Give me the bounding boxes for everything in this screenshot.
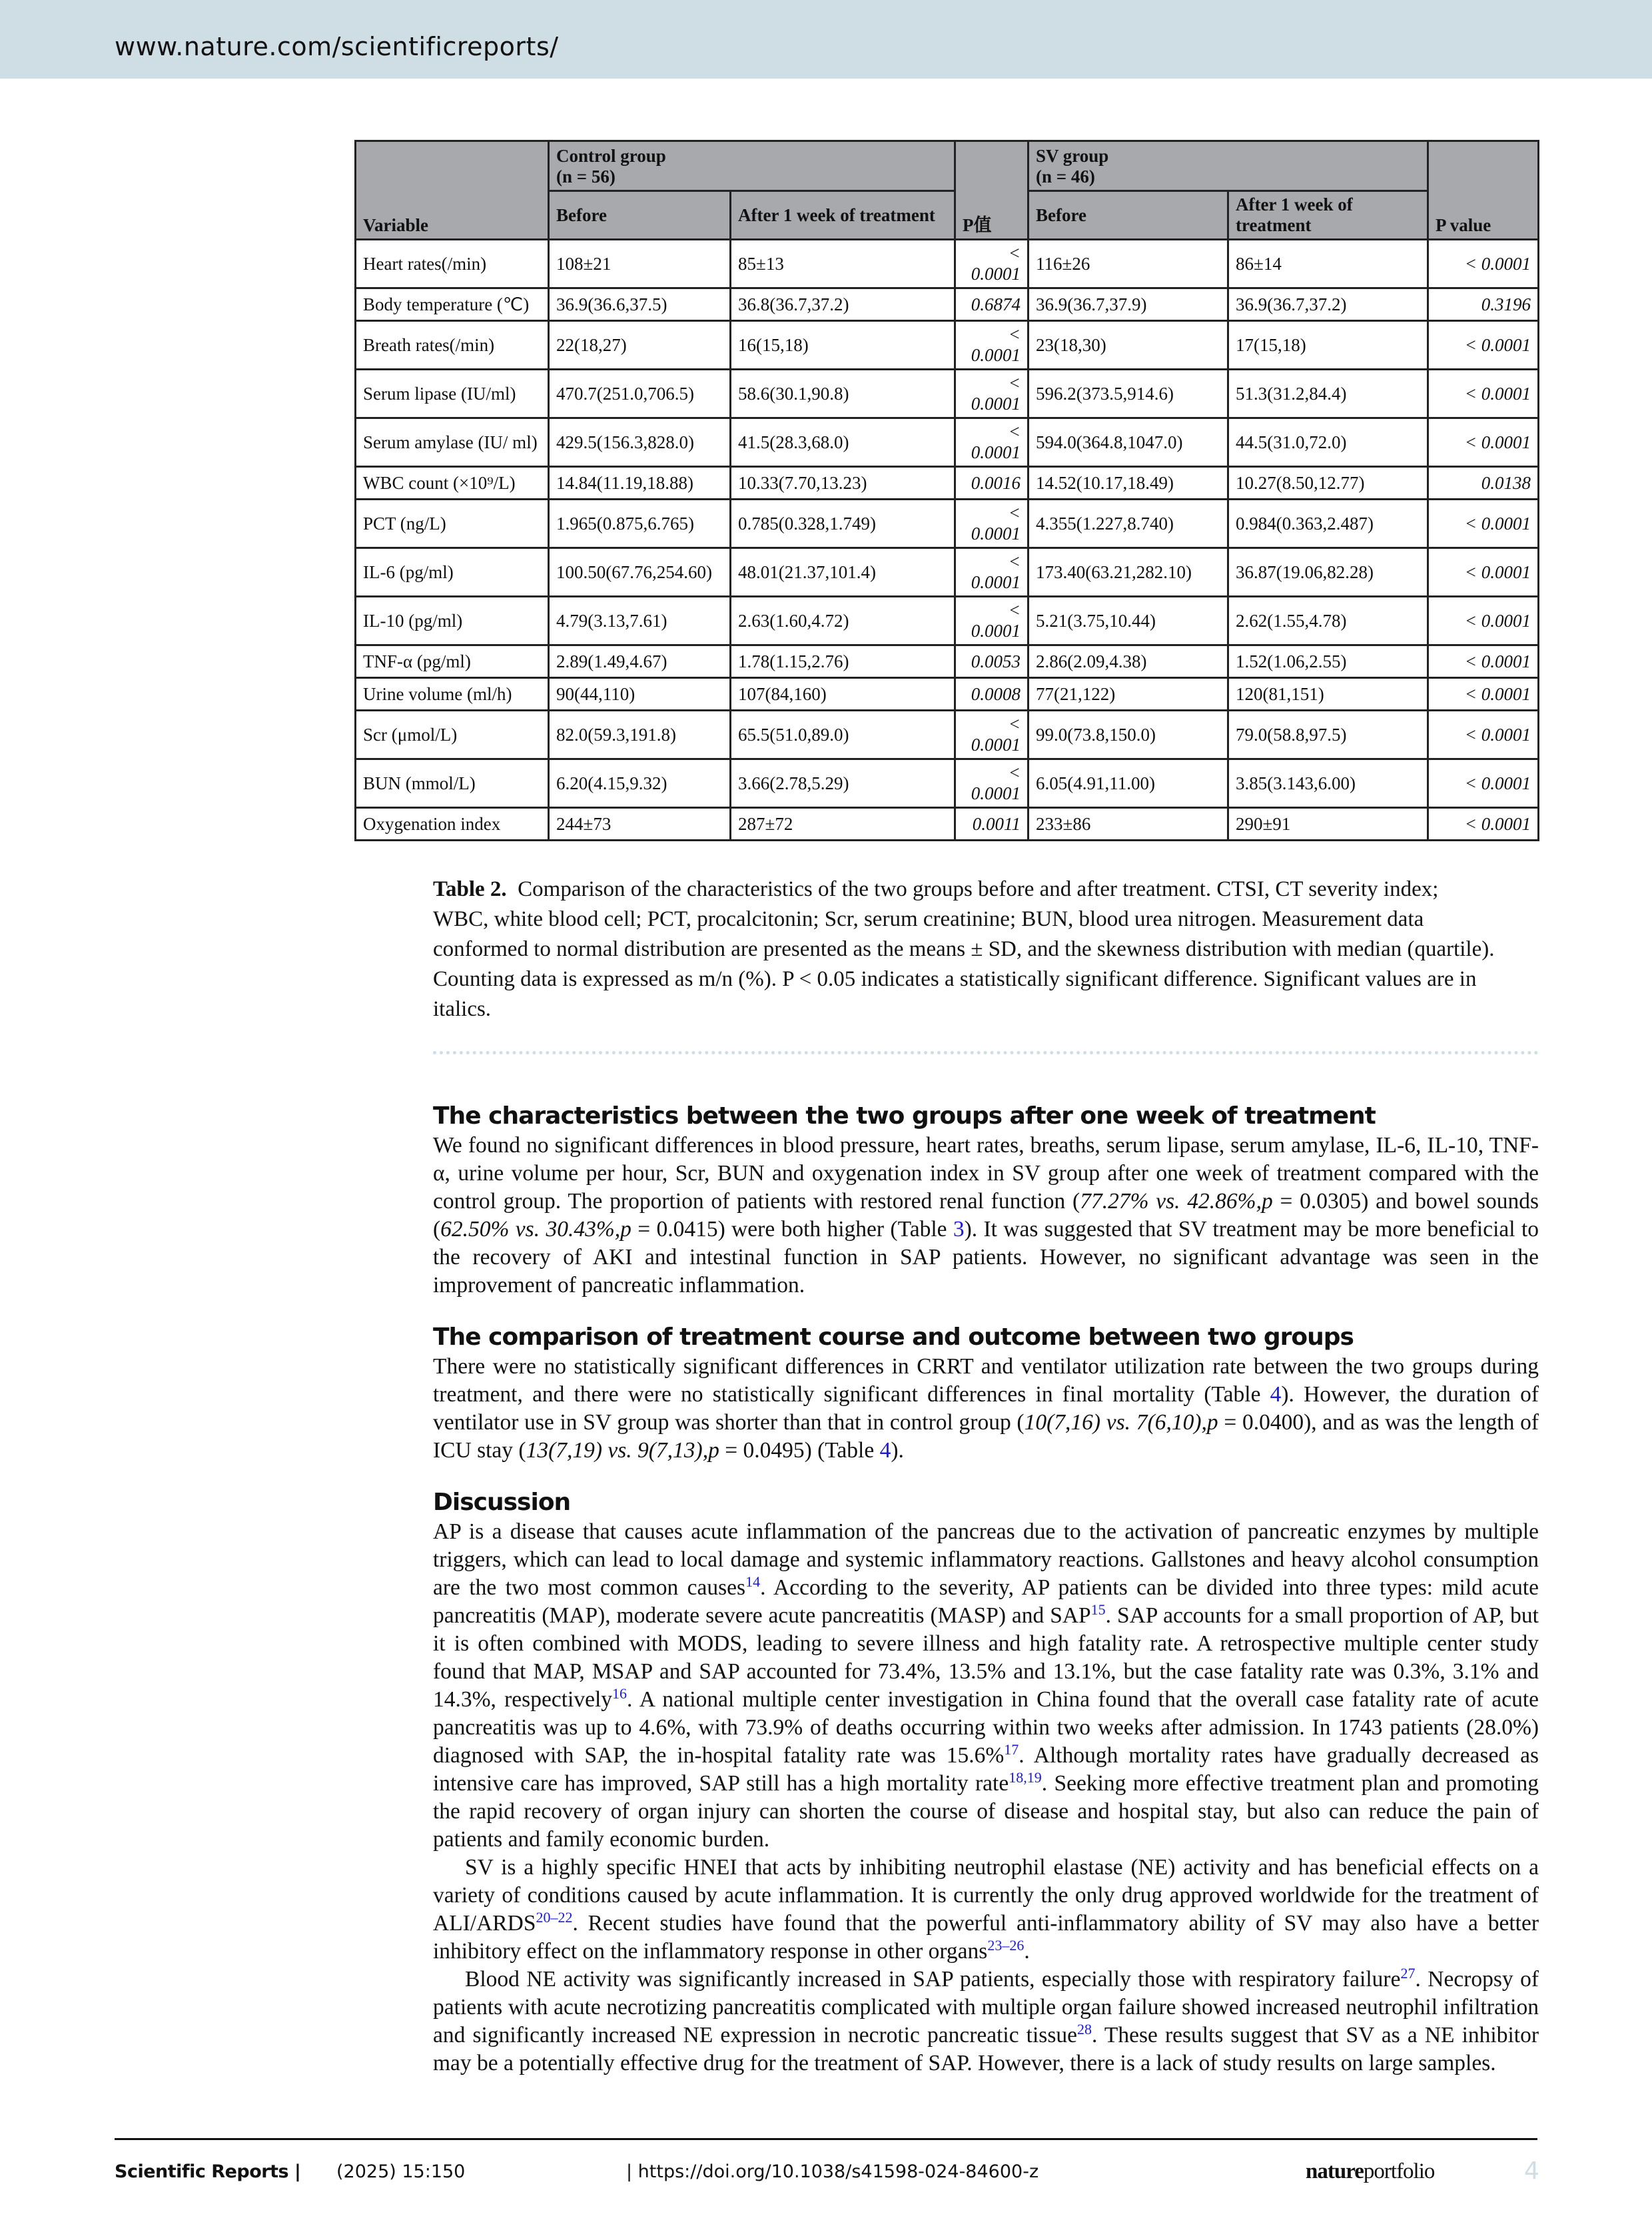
cell-p-sv: < 0.0001 (1428, 711, 1539, 759)
text-run: ). However, the duration of ventilator use in SV group was shorter than that in control group ( (433, 1382, 1539, 1435)
cell-variable: Scr (μmol/L) (356, 711, 549, 759)
cell-control-after: 107(84,160) (731, 678, 955, 711)
cell-control-after: 48.01(21.37,101.4) (731, 548, 955, 597)
col-header-p-cn-text: P值 (963, 215, 992, 235)
cell-p-control: < 0.0001 (955, 597, 1029, 645)
cell-p-sv: < 0.0001 (1428, 548, 1539, 597)
text-run: . (1024, 1939, 1030, 1964)
main-content (354, 79, 1537, 2211)
text-column (433, 875, 1539, 2077)
text-run: . Although mortality rates have gradually decreased as intensive care has improved, SAP still has a high mortality rate (433, 1743, 1539, 1796)
cell-control-before: 1.965(0.875,6.765) (549, 500, 731, 548)
text-run: We found no significant differences in blood pressure, heart rates, breaths, serum lipase, serum amylase, IL-6, IL-10, TNF-α, urine volume per hour, Scr, BUN and oxygenation index in SV group after one week of treatment compared with the control group. The proportion of patients with restored renal function ( (433, 1133, 1539, 1214)
cell-variable: Urine volume (ml/h) (356, 678, 549, 711)
cell-sv-after: 36.9(36.7,37.2) (1228, 288, 1428, 321)
cell-control-after: 3.66(2.78,5.29) (731, 759, 955, 808)
section-heading: The comparison of treatment course and outcome between two groups (433, 1323, 1354, 1351)
cell-p-sv: < 0.0001 (1428, 645, 1539, 678)
section-paragraph (433, 1132, 1539, 1299)
sv-group-label: SV group (1036, 146, 1109, 166)
section-characteristics (433, 1101, 1539, 1299)
cell-sv-after: 86±14 (1228, 240, 1428, 288)
citation-link[interactable]: 28 (1077, 2020, 1092, 2038)
text-run: . These results suggest that SV as a NE inhibitor may be a potentially effective drug for the treatment of SAP. However, there is a lack of study results on large samples. (433, 2023, 1539, 2075)
col-header-variable (356, 141, 549, 240)
text-run: SV is a highly specific HNEI that acts by inhibiting neutrophil elastase (NE) activity and has beneficial effects on a variety of conditions caused by acute inflammation. It is currently the only drug approved worldwide for the treatment of ALI/ARDS (433, 1855, 1539, 1936)
cell-variable: PCT (ng/L) (356, 500, 549, 548)
cell-p-control: < 0.0001 (955, 759, 1029, 808)
citation-link[interactable]: 14 (745, 1573, 761, 1590)
cell-control-after: 36.8(36.7,37.2) (731, 288, 955, 321)
nature-portfolio-logo (1306, 2159, 1434, 2184)
page-number: 4 (1524, 2157, 1539, 2185)
text-run: . SAP accounts for a small proportion of AP, but it is often combined with MODS, leading to severe illness and high fatality rate. A retrospective multiple center study found that MAP, MSAP and SAP accounted for 73.4%, 13.5% and 13.1%, but the case fatality rate was 0.3%, 3.1% and 14.3%, respectively (433, 1603, 1539, 1712)
cell-control-before: 36.9(36.6,37.5) (549, 288, 731, 321)
cell-control-before: 244±73 (549, 808, 731, 841)
cell-sv-after: 290±91 (1228, 808, 1428, 841)
cell-p-sv: < 0.0001 (1428, 370, 1539, 418)
italic-run: 77.27% vs. 42.86%,p (1080, 1189, 1273, 1214)
text-run: Blood NE activity was significantly increased in SAP patients, especially those with respiratory failure (465, 1967, 1401, 1992)
cell-sv-before: 2.86(2.09,4.38) (1029, 645, 1228, 678)
cell-p-control: < 0.0001 (955, 370, 1029, 418)
section-discussion (433, 1487, 1539, 2077)
cell-sv-before: 99.0(73.8,150.0) (1029, 711, 1228, 759)
cell-sv-after: 36.87(19.06,82.28) (1228, 548, 1428, 597)
col-header-sv-after: After 1 week of treatment (1228, 191, 1428, 240)
cell-p-sv: 0.0138 (1428, 467, 1539, 500)
cell-p-sv: < 0.0001 (1428, 759, 1539, 808)
italic-run: 13(7,19) vs. 9(7,13),p (526, 1438, 719, 1463)
cell-control-before: 470.7(251.0,706.5) (549, 370, 731, 418)
cell-control-before: 100.50(67.76,254.60) (549, 548, 731, 597)
text-run: . A national multiple center investigation in China found that the overall case fatality rate of acute pancreatitis was up to 4.6%, with 73.9% of deaths occurring within two weeks after admission. In 1743 patients (28.0%) diagnosed with SAP, the in-hospital fatality rate was 15.6% (433, 1687, 1539, 1768)
logo-bold: nature (1306, 2159, 1364, 2183)
text-run: ). It was suggested that SV treatment may be more beneficial to the recovery of AKI and intestinal function in SAP patients. However, no significant advantage was seen in the improvement of pancreatic inflammation. (433, 1217, 1539, 1297)
text-run: . According to the severity, AP patients can be divided into three types: mild acute pancreatitis (MAP), moderate severe acute pancreatitis (MASP) and SAP (433, 1575, 1539, 1628)
cell-control-before: 108±21 (549, 240, 731, 288)
cell-control-after: 1.78(1.15,2.76) (731, 645, 955, 678)
cell-variable: IL-10 (pg/ml) (356, 597, 549, 645)
citation-link[interactable]: 27 (1400, 1964, 1416, 1982)
page-footer (0, 2138, 1652, 2224)
cell-p-control: 0.6874 (955, 288, 1029, 321)
cell-variable: BUN (mmol/L) (356, 759, 549, 808)
col-header-p-value-text: P value (1436, 215, 1491, 235)
cell-p-control: < 0.0001 (955, 321, 1029, 370)
text-run: . Necropsy of patients with acute necrotizing pancreatitis complicated with multiple organ failure showed increased neutrophil infiltration and significantly increased NE expression in necrotic pancreatic tissue (433, 1967, 1539, 2047)
table-header-row-groups (356, 141, 1539, 191)
col-header-sv-before: Before (1029, 191, 1228, 240)
caption-text: Comparison of the characteristics of the two groups before and after treatment. CTSI, CT severity index; WBC, white blood cell; PCT, procalcitonin; Scr, serum creatinine; BUN, blood urea nitrogen. Measurement data conformed to normal distribution are presented as the means ± SD, and the skewness distribution with median (quartile). Counting data is expressed as m/n (%). P < 0.05 indicates a statistically significant difference. Significant values are in italics. (433, 877, 1495, 1021)
text-run: = 0.0495) (Table (719, 1438, 880, 1463)
text-run: = 0.0305) and bowel sounds ( (433, 1189, 1539, 1242)
cell-control-before: 82.0(59.3,191.8) (549, 711, 731, 759)
section-heading: Discussion (433, 1489, 571, 1516)
cell-p-control: 0.0008 (955, 678, 1029, 711)
cell-sv-before: 596.2(373.5,914.6) (1029, 370, 1228, 418)
cell-variable: Body temperature (℃) (356, 288, 549, 321)
cell-control-after: 85±13 (731, 240, 955, 288)
cell-control-after: 65.5(51.0,89.0) (731, 711, 955, 759)
cell-variable: Oxygenation index (356, 808, 549, 841)
cell-sv-after: 1.52(1.06,2.55) (1228, 645, 1428, 678)
cell-control-after: 16(15,18) (731, 321, 955, 370)
cell-p-control: < 0.0001 (955, 240, 1029, 288)
cell-sv-after: 120(81,151) (1228, 678, 1428, 711)
table-3-link[interactable]: 3 (953, 1217, 965, 1242)
citation-link[interactable]: 17 (1004, 1740, 1019, 1758)
cell-variable: Serum lipase (IU/ml) (356, 370, 549, 418)
table-row (356, 418, 1539, 467)
table-body (356, 240, 1539, 841)
cell-variable: TNF-α (pg/ml) (356, 645, 549, 678)
cell-p-sv: < 0.0001 (1428, 808, 1539, 841)
text-run: . Seeking more effective treatment plan and promoting the rapid recovery of organ injury can shorten the course of disease and hospital stay, but also can reduce the pain of patients and family economic burden. (433, 1771, 1539, 1852)
footer-journal: Scientific Reports | (115, 2161, 301, 2182)
cell-control-before: 4.79(3.13,7.61) (549, 597, 731, 645)
table-row (356, 288, 1539, 321)
cell-p-sv: < 0.0001 (1428, 240, 1539, 288)
citation-link[interactable]: 20–22 (536, 1908, 573, 1926)
cell-sv-before: 77(21,122) (1029, 678, 1228, 711)
cell-sv-before: 6.05(4.91,11.00) (1029, 759, 1228, 808)
cell-control-after: 58.6(30.1,90.8) (731, 370, 955, 418)
col-header-sv-group (1029, 141, 1428, 191)
cell-p-control: 0.0011 (955, 808, 1029, 841)
table-row (356, 645, 1539, 678)
logo-rest: portfolio (1363, 2159, 1435, 2183)
control-group-n: (n = 56) (556, 167, 616, 186)
italic-run: 10(7,16) vs. 7(6,10),p (1024, 1410, 1218, 1435)
table-row (356, 678, 1539, 711)
italic-run: 62.50% vs. 30.43%,p (440, 1217, 631, 1242)
discussion-paragraph-2 (433, 1854, 1539, 1966)
text-run: . Recent studies have found that the powerful anti-inflammatory ability of SV may also have a better inhibitory effect on the inflammatory response in other organs (433, 1911, 1539, 1964)
cell-sv-after: 51.3(31.2,84.4) (1228, 370, 1428, 418)
cell-p-control: < 0.0001 (955, 548, 1029, 597)
citation-link[interactable]: 23–26 (987, 1936, 1025, 1954)
cell-p-sv: < 0.0001 (1428, 418, 1539, 467)
table-row (356, 321, 1539, 370)
text-run: = 0.0400), and as was the length of ICU stay ( (433, 1410, 1539, 1463)
site-header-bar (0, 0, 1652, 79)
cell-control-after: 10.33(7.70,13.23) (731, 467, 955, 500)
cell-control-before: 2.89(1.49,4.67) (549, 645, 731, 678)
dotted-divider (433, 1051, 1539, 1054)
col-header-p-cn (955, 141, 1029, 240)
control-group-label: Control group (556, 146, 666, 166)
text-run: ). (891, 1438, 904, 1463)
footer-doi-link[interactable]: | https://doi.org/10.1038/s41598-024-84600-z (626, 2161, 1039, 2182)
footer-volume: (2025) 15:150 (336, 2161, 466, 2182)
cell-control-after: 287±72 (731, 808, 955, 841)
cell-sv-after: 10.27(8.50,12.77) (1228, 467, 1428, 500)
cell-sv-before: 173.40(63.21,282.10) (1029, 548, 1228, 597)
cell-variable: IL-6 (pg/ml) (356, 548, 549, 597)
cell-sv-before: 5.21(3.75,10.44) (1029, 597, 1228, 645)
cell-sv-before: 14.52(10.17,18.49) (1029, 467, 1228, 500)
cell-sv-before: 594.0(364.8,1047.0) (1029, 418, 1228, 467)
cell-p-sv: 0.3196 (1428, 288, 1539, 321)
cell-p-control: < 0.0001 (955, 418, 1029, 467)
table-2 (354, 140, 1539, 841)
text-run: There were no statistically significant differences in CRRT and ventilator utilization rate between the two groups during treatment, and there were no statistically significant differences in final mortality (Table (433, 1354, 1539, 1407)
cell-variable: Heart rates(/min) (356, 240, 549, 288)
cell-control-after: 0.785(0.328,1.749) (731, 500, 955, 548)
section-heading: The characteristics between the two groups after one week of treatment (433, 1102, 1376, 1130)
table-row (356, 240, 1539, 288)
section-treatment-course (433, 1322, 1539, 1465)
table-row (356, 597, 1539, 645)
table-row (356, 548, 1539, 597)
sv-group-n: (n = 46) (1036, 167, 1095, 186)
table-row (356, 500, 1539, 548)
discussion-paragraph-1 (433, 1518, 1539, 1854)
cell-control-after: 2.63(1.60,4.72) (731, 597, 955, 645)
cell-sv-after: 44.5(31.0,72.0) (1228, 418, 1428, 467)
table-row (356, 467, 1539, 500)
cell-variable: Breath rates(/min) (356, 321, 549, 370)
table-4-link[interactable]: 4 (1270, 1382, 1282, 1407)
col-header-control-after: After 1 week of treatment (731, 191, 955, 240)
table-row (356, 808, 1539, 841)
cell-control-before: 22(18,27) (549, 321, 731, 370)
cell-p-sv: < 0.0001 (1428, 321, 1539, 370)
table-caption (433, 875, 1499, 1024)
cell-p-control: < 0.0001 (955, 500, 1029, 548)
cell-control-before: 6.20(4.15,9.32) (549, 759, 731, 808)
col-header-variable-text: Variable (363, 215, 429, 235)
cell-sv-before: 4.355(1.227,8.740) (1029, 500, 1228, 548)
text-run: = 0.0415) were both higher (Table (631, 1217, 953, 1242)
cell-control-after: 41.5(28.3,68.0) (731, 418, 955, 467)
cell-sv-after: 0.984(0.363,2.487) (1228, 500, 1428, 548)
table-row (356, 711, 1539, 759)
cell-sv-before: 23(18,30) (1029, 321, 1228, 370)
caption-label: Table 2. (433, 877, 507, 901)
section-paragraph (433, 1353, 1539, 1465)
cell-variable: WBC count (×10⁹/L) (356, 467, 549, 500)
cell-p-control: 0.0053 (955, 645, 1029, 678)
cell-sv-after: 2.62(1.55,4.78) (1228, 597, 1428, 645)
text-run: AP is a disease that causes acute inflammation of the pancreas due to the activation of pancreatic enzymes by multiple triggers, which can lead to local damage and systemic inflammatory reactions. Gallstones and heavy alcohol consumption are the two most common causes (433, 1519, 1539, 1600)
site-url[interactable]: www.nature.com/scientificreports/ (115, 32, 559, 61)
table-row (356, 759, 1539, 808)
cell-control-before: 429.5(156.3,828.0) (549, 418, 731, 467)
col-header-control-before: Before (549, 191, 731, 240)
cell-sv-after: 17(15,18) (1228, 321, 1428, 370)
citation-link[interactable]: 18,19 (1009, 1768, 1042, 1786)
table-row (356, 370, 1539, 418)
cell-sv-after: 79.0(58.8,97.5) (1228, 711, 1428, 759)
footer-rule (115, 2138, 1537, 2140)
cell-sv-before: 36.9(36.7,37.9) (1029, 288, 1228, 321)
cell-sv-before: 233±86 (1029, 808, 1228, 841)
cell-p-sv: < 0.0001 (1428, 678, 1539, 711)
cell-p-control: < 0.0001 (955, 711, 1029, 759)
citation-link[interactable]: 16 (612, 1684, 627, 1702)
discussion-paragraph-3 (433, 1966, 1539, 2077)
col-header-p-value (1428, 141, 1539, 240)
table-4-link[interactable]: 4 (879, 1438, 891, 1463)
cell-variable: Serum amylase (IU/ ml) (356, 418, 549, 467)
cell-control-before: 90(44,110) (549, 678, 731, 711)
cell-control-before: 14.84(11.19,18.88) (549, 467, 731, 500)
citation-link[interactable]: 15 (1090, 1601, 1106, 1618)
cell-p-sv: < 0.0001 (1428, 500, 1539, 548)
cell-sv-after: 3.85(3.143,6.00) (1228, 759, 1428, 808)
cell-p-control: 0.0016 (955, 467, 1029, 500)
col-header-control-group (549, 141, 955, 191)
cell-p-sv: < 0.0001 (1428, 597, 1539, 645)
cell-sv-before: 116±26 (1029, 240, 1228, 288)
